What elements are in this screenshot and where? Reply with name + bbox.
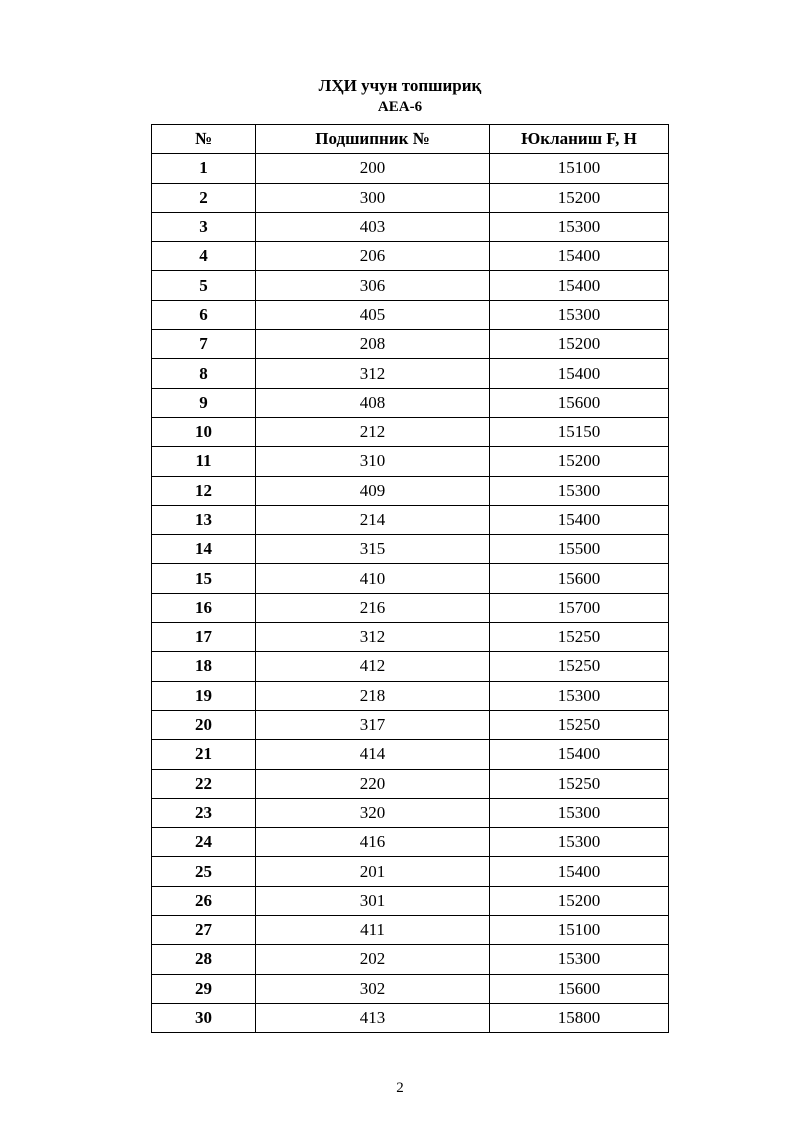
row-number-cell: 11 <box>152 447 256 476</box>
load-cell: 15300 <box>490 300 669 329</box>
table-row <box>152 1003 669 1032</box>
load-cell: 15200 <box>490 447 669 476</box>
bearing-cell: 216 <box>256 593 490 622</box>
row-number-cell: 10 <box>152 417 256 446</box>
table-row <box>152 828 669 857</box>
table-row <box>152 388 669 417</box>
table-row <box>152 212 669 241</box>
table-row <box>152 154 669 183</box>
load-cell: 15100 <box>490 154 669 183</box>
row-number-cell: 26 <box>152 886 256 915</box>
load-cell: 15200 <box>490 886 669 915</box>
bearing-cell: 302 <box>256 974 490 1003</box>
bearing-cell: 310 <box>256 447 490 476</box>
row-number-cell: 24 <box>152 828 256 857</box>
table-row <box>152 769 669 798</box>
load-cell: 15800 <box>490 1003 669 1032</box>
bearing-cell: 411 <box>256 916 490 945</box>
row-number-cell: 7 <box>152 330 256 359</box>
table-row <box>152 330 669 359</box>
row-number-cell: 14 <box>152 535 256 564</box>
table-row <box>152 710 669 739</box>
load-cell: 15400 <box>490 359 669 388</box>
row-number-cell: 16 <box>152 593 256 622</box>
row-number-cell: 30 <box>152 1003 256 1032</box>
page-number: 2 <box>396 1080 404 1096</box>
bearing-cell: 413 <box>256 1003 490 1032</box>
bearing-cell: 414 <box>256 740 490 769</box>
load-cell: 15100 <box>490 916 669 945</box>
row-number-cell: 29 <box>152 974 256 1003</box>
load-cell: 15400 <box>490 857 669 886</box>
table-row <box>152 623 669 652</box>
load-cell: 15600 <box>490 974 669 1003</box>
load-cell: 15300 <box>490 212 669 241</box>
bearing-cell: 301 <box>256 886 490 915</box>
table-row <box>152 535 669 564</box>
load-cell: 15400 <box>490 740 669 769</box>
row-number-cell: 27 <box>152 916 256 945</box>
load-cell: 15400 <box>490 505 669 534</box>
row-number-cell: 18 <box>152 652 256 681</box>
bearing-cell: 405 <box>256 300 490 329</box>
bearing-cell: 218 <box>256 681 490 710</box>
load-cell: 15500 <box>490 535 669 564</box>
load-cell: 15600 <box>490 564 669 593</box>
header-row <box>152 125 669 154</box>
bearing-cell: 317 <box>256 710 490 739</box>
table-row <box>152 417 669 446</box>
load-cell: 15200 <box>490 330 669 359</box>
row-number-cell: 22 <box>152 769 256 798</box>
bearing-cell: 200 <box>256 154 490 183</box>
task-table-body <box>152 154 669 1033</box>
table-row <box>152 183 669 212</box>
row-number-cell: 4 <box>152 242 256 271</box>
table-row <box>152 505 669 534</box>
bearing-cell: 300 <box>256 183 490 212</box>
table-row <box>152 271 669 300</box>
bearing-cell: 412 <box>256 652 490 681</box>
row-number-cell: 12 <box>152 476 256 505</box>
load-cell: 15300 <box>490 798 669 827</box>
load-cell: 15250 <box>490 710 669 739</box>
load-cell: 15250 <box>490 769 669 798</box>
table-row <box>152 593 669 622</box>
row-number-cell: 25 <box>152 857 256 886</box>
table-row <box>152 681 669 710</box>
bearing-cell: 315 <box>256 535 490 564</box>
table-row <box>152 564 669 593</box>
row-number-cell: 15 <box>152 564 256 593</box>
load-cell: 15300 <box>490 945 669 974</box>
table-row <box>152 916 669 945</box>
task-table <box>151 124 669 1033</box>
bearing-cell: 416 <box>256 828 490 857</box>
row-number-cell: 2 <box>152 183 256 212</box>
table-row <box>152 945 669 974</box>
load-cell: 15300 <box>490 681 669 710</box>
bearing-cell: 208 <box>256 330 490 359</box>
bearing-cell: 206 <box>256 242 490 271</box>
row-number-cell: 19 <box>152 681 256 710</box>
header-load: Юкланиш F, Н <box>490 125 669 154</box>
load-cell: 15150 <box>490 417 669 446</box>
table-row <box>152 476 669 505</box>
row-number-cell: 8 <box>152 359 256 388</box>
bearing-cell: 403 <box>256 212 490 241</box>
load-cell: 15300 <box>490 828 669 857</box>
header-number: № <box>152 125 256 154</box>
bearing-cell: 409 <box>256 476 490 505</box>
table-row <box>152 886 669 915</box>
document-title: ЛҲИ учун топшириқ <box>318 76 482 95</box>
row-number-cell: 6 <box>152 300 256 329</box>
table-row <box>152 447 669 476</box>
row-number-cell: 28 <box>152 945 256 974</box>
row-number-cell: 1 <box>152 154 256 183</box>
row-number-cell: 23 <box>152 798 256 827</box>
table-row <box>152 740 669 769</box>
table-row <box>152 974 669 1003</box>
bearing-cell: 214 <box>256 505 490 534</box>
row-number-cell: 3 <box>152 212 256 241</box>
table-row <box>152 242 669 271</box>
bearing-cell: 220 <box>256 769 490 798</box>
bearing-cell: 410 <box>256 564 490 593</box>
table-row <box>152 798 669 827</box>
bearing-cell: 408 <box>256 388 490 417</box>
bearing-cell: 312 <box>256 359 490 388</box>
load-cell: 15300 <box>490 476 669 505</box>
load-cell: 15200 <box>490 183 669 212</box>
row-number-cell: 13 <box>152 505 256 534</box>
load-cell: 15600 <box>490 388 669 417</box>
bearing-cell: 312 <box>256 623 490 652</box>
row-number-cell: 20 <box>152 710 256 739</box>
table-row <box>152 359 669 388</box>
load-cell: 15250 <box>490 652 669 681</box>
bearing-cell: 202 <box>256 945 490 974</box>
table-row <box>152 300 669 329</box>
load-cell: 15250 <box>490 623 669 652</box>
load-cell: 15400 <box>490 242 669 271</box>
bearing-cell: 306 <box>256 271 490 300</box>
bearing-cell: 320 <box>256 798 490 827</box>
bearing-cell: 212 <box>256 417 490 446</box>
table-row <box>152 857 669 886</box>
row-number-cell: 17 <box>152 623 256 652</box>
table-row <box>152 652 669 681</box>
task-table-header <box>152 125 669 154</box>
document-subtitle: AEA-6 <box>377 99 423 115</box>
load-cell: 15700 <box>490 593 669 622</box>
row-number-cell: 21 <box>152 740 256 769</box>
row-number-cell: 9 <box>152 388 256 417</box>
load-cell: 15400 <box>490 271 669 300</box>
row-number-cell: 5 <box>152 271 256 300</box>
header-bearing: Подшипник № <box>256 125 490 154</box>
bearing-cell: 201 <box>256 857 490 886</box>
